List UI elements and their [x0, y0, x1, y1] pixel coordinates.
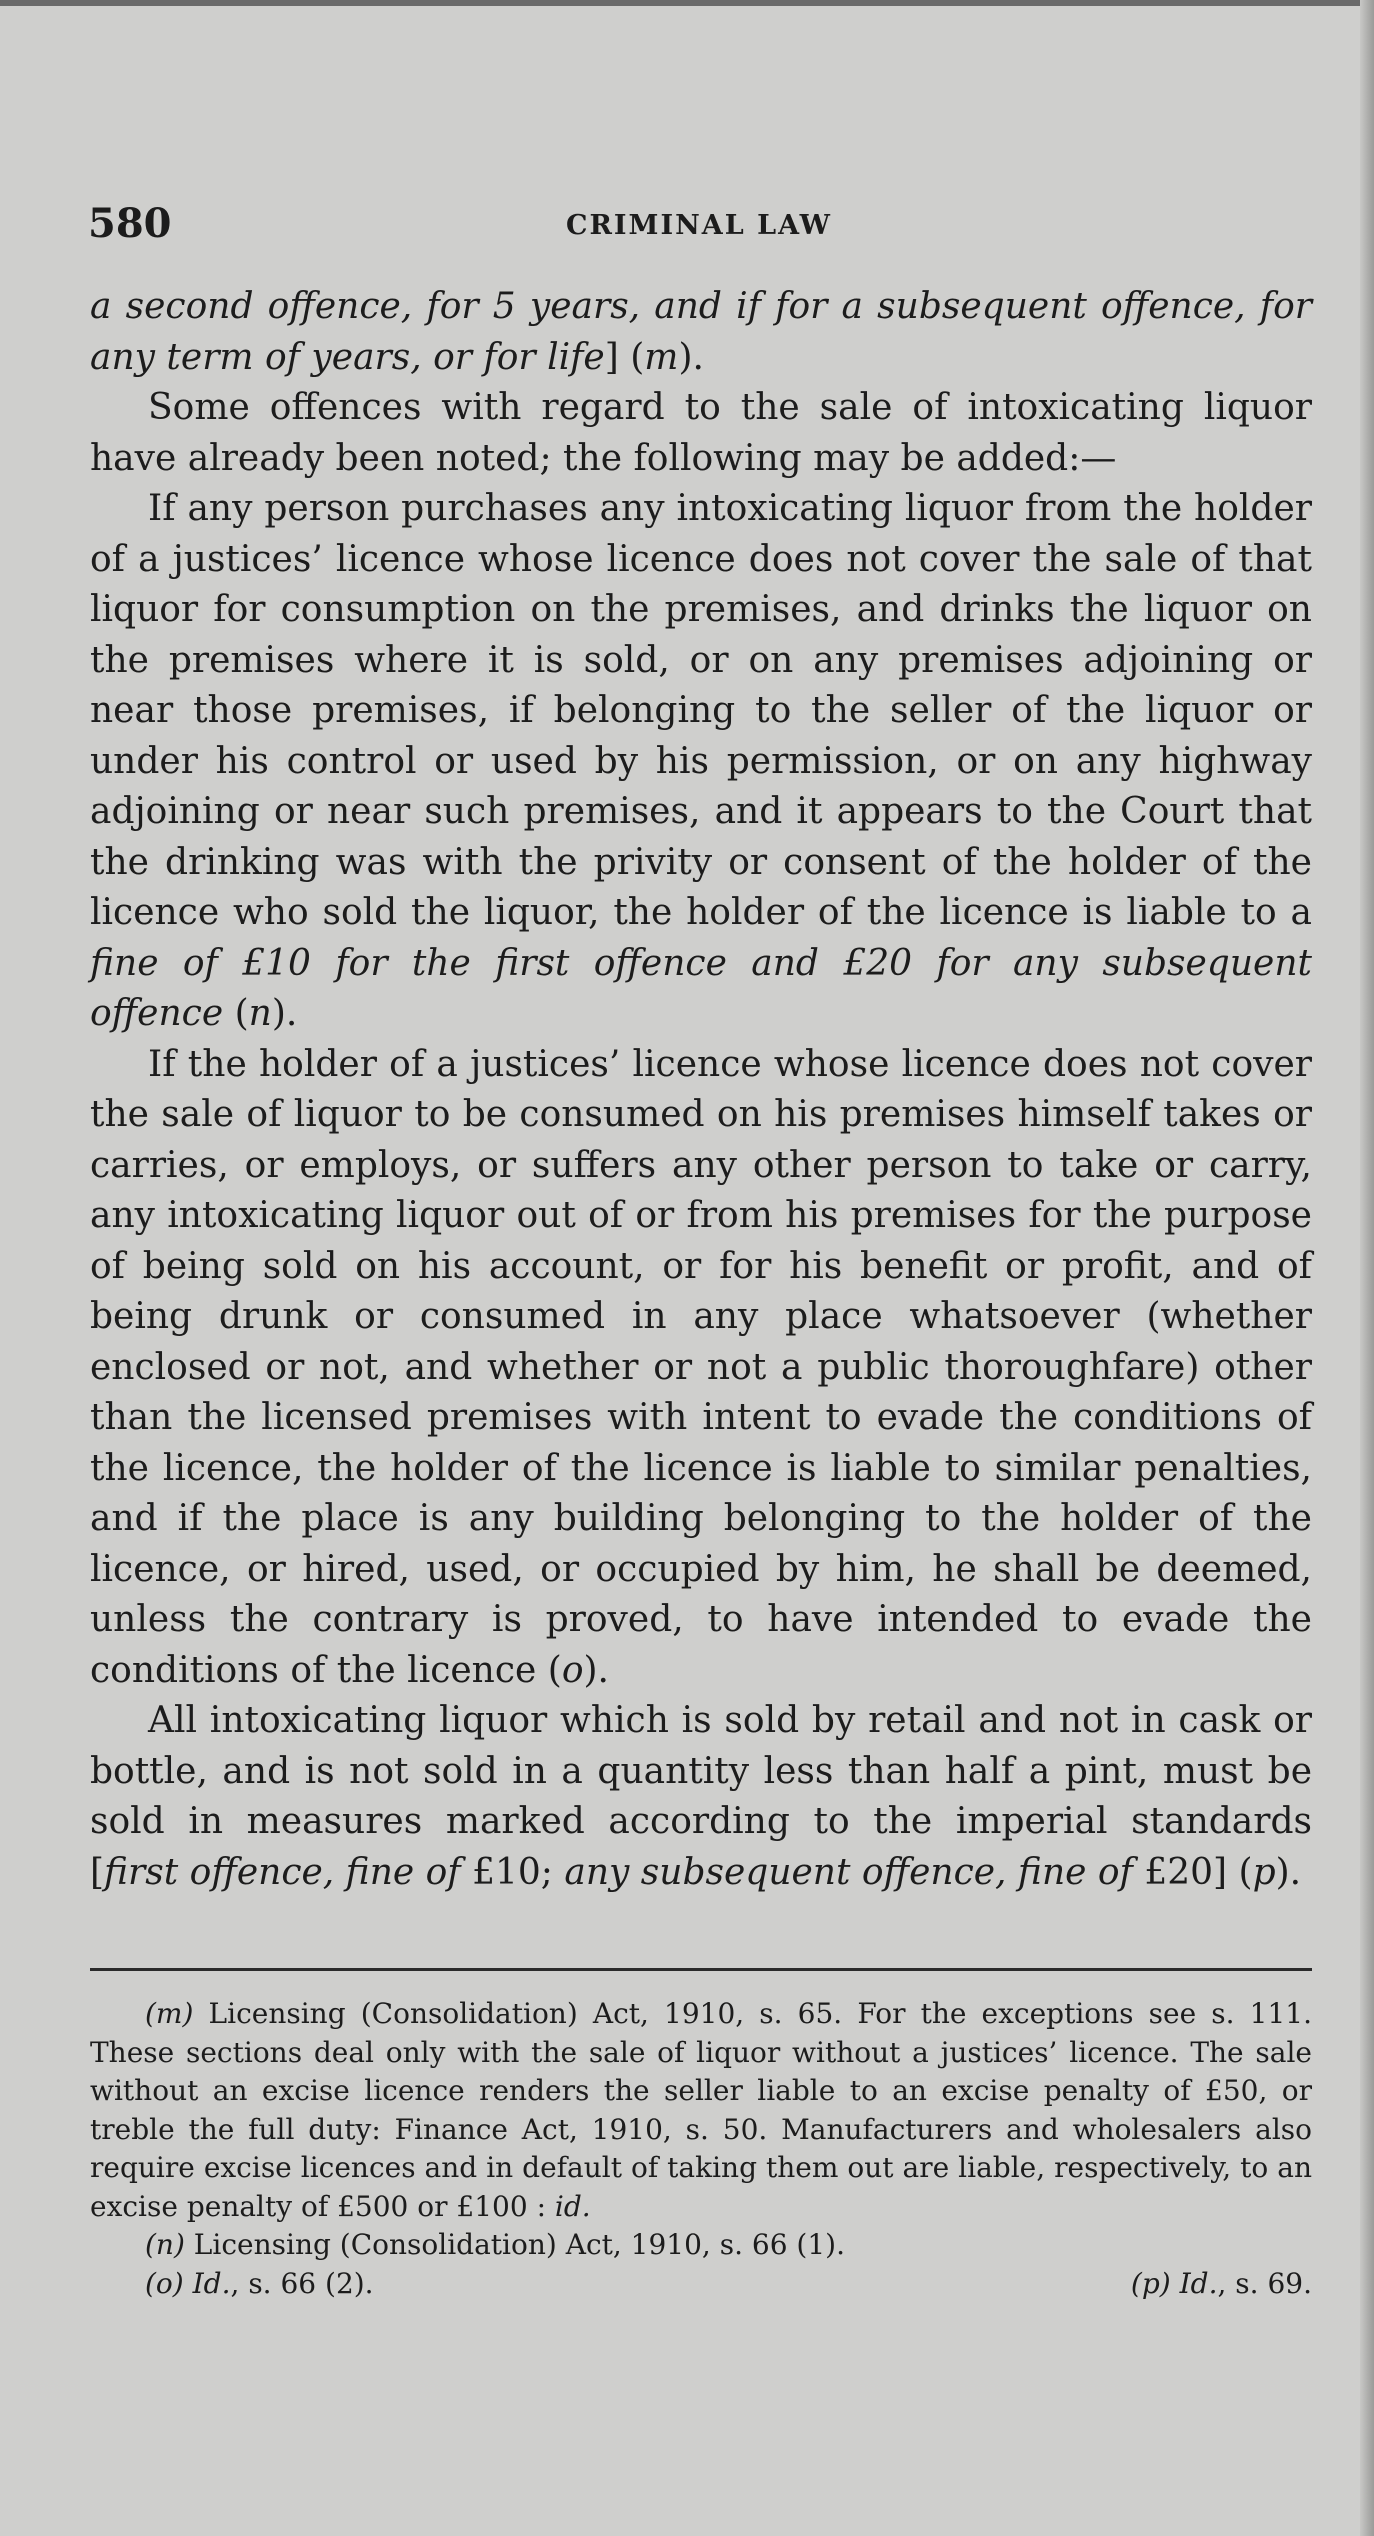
paragraph [90, 484, 1312, 1040]
page-right-edge [1360, 0, 1374, 2536]
page-header [88, 200, 1310, 260]
footnote-text-italic: id. [554, 2189, 591, 2223]
text: £20] ( [1132, 1851, 1253, 1893]
running-title: CRIMINAL LAW [566, 210, 832, 241]
text: If any person purchases any intoxicating liquor from the holder of a justices’ licence whose licence does not cover the sale of that liquor for consumption on the premises, and drinks the liquor on the premises where it is sold, or on any premises adjoining or near those premises, if belonging to the seller of the liquor or under his control or used by his permission, or on any highway adjoining or near such premises, and it appears to the Court that the drinking was with the privity or consent of the holder of the licence who sold the liquor, the holder of the licence is liable to a [90, 488, 1312, 933]
text-italic: fine of £10 for the first offence and £20 for any subsequent offence [90, 942, 1312, 1034]
text: ). [1275, 1851, 1302, 1893]
footnote-mark: (o) [145, 2266, 184, 2300]
footnote-text-italic: Id. [1170, 2266, 1218, 2300]
footnote-divider [90, 1968, 1312, 1971]
footnote-text: Licensing (Consolidation) Act, 1910, s. 66 (1). [184, 2228, 845, 2261]
text: ] ( [604, 336, 645, 378]
text: ). [583, 1649, 610, 1691]
footnote-p [1131, 2265, 1312, 2304]
text: ( [223, 993, 249, 1034]
page-top-edge [0, 0, 1374, 6]
footnote-m [90, 1995, 1312, 2226]
page-number: 580 [88, 200, 172, 247]
text: ). [271, 993, 298, 1034]
footnote-text: , s. 66 (2). [230, 2266, 374, 2300]
text: If the holder of a justices’ licence whose licence does not cover the sale of liquor to be consumed on his premises himself takes or carries, or employs, or suffers any other person to take or carry, any intoxicating liquor out of or from his premises for the purpose of being sold on his account, or for his benefit or profit, and of being drunk or consumed in any place whatsoever (whether enclosed or not, and whether or not a public thoroughfare) other than the licensed premises with intent to evade the conditions of the licence, the holder of the licence is liable to similar penalties, and if the place is any building belonging to the holder of the licence, or hired, used, or occupied by him, he shall be deemed, unless the contrary is proved, to have intended to evade the conditions of the licence ( [90, 1043, 1312, 1691]
footnote-o [145, 2265, 374, 2304]
paragraph [90, 383, 1312, 484]
footnote-text-italic: Id. [183, 2266, 231, 2300]
body-text [90, 282, 1312, 1898]
footnote-row [90, 2265, 1312, 2304]
footnote-ref-n: n [248, 993, 272, 1034]
text-italic: first offence, fine of [104, 1851, 461, 1893]
text: All intoxicating liquor which is sold by retail and not in cask or bottle, and is not sold in a quantity less than half a pint, must be sold in measures marked according to the imperial standards [ [90, 1700, 1312, 1893]
footnotes [90, 1995, 1312, 2303]
footnote-n [90, 2226, 1312, 2265]
paragraph-continuation [90, 282, 1312, 383]
footnote-ref-m: m [644, 336, 679, 378]
footnote-mark: (p) [1130, 2266, 1171, 2300]
text: Some offences with regard to the sale of intoxicating liquor have already been noted; the following may be added:— [90, 387, 1312, 479]
paragraph [90, 1696, 1312, 1898]
footnote-text: Licensing (Consolidation) Act, 1910, s. 65. For the exceptions see s. 111. These sections deal only with the sale of liquor without a justices’ licence. The sale without an excise licence renders the seller liable to an excise penalty of £50, or treble the full duty: Finance Act, 1910, s. 50. Manufacturers and wholesalers also require excise licences and in default of taking them out are liable, respectively, to an excise penalty of £500 or £100 : [90, 1997, 1312, 2223]
paragraph [90, 1040, 1312, 1697]
footnote-mark: (m) [145, 1997, 194, 2030]
text-italic: a second offence, for 5 years, and if for a subsequent offence, for any term of years, or for life [90, 286, 1312, 378]
text: ). [678, 336, 704, 378]
text: £10; [460, 1851, 565, 1893]
text-italic: any subsequent offence, fine of [564, 1851, 1133, 1893]
footnote-mark: (n) [145, 2228, 185, 2261]
footnote-ref-p: p [1252, 1851, 1276, 1893]
footnote-text: , s. 69. [1217, 2266, 1312, 2300]
footnote-ref-o: o [561, 1649, 584, 1691]
